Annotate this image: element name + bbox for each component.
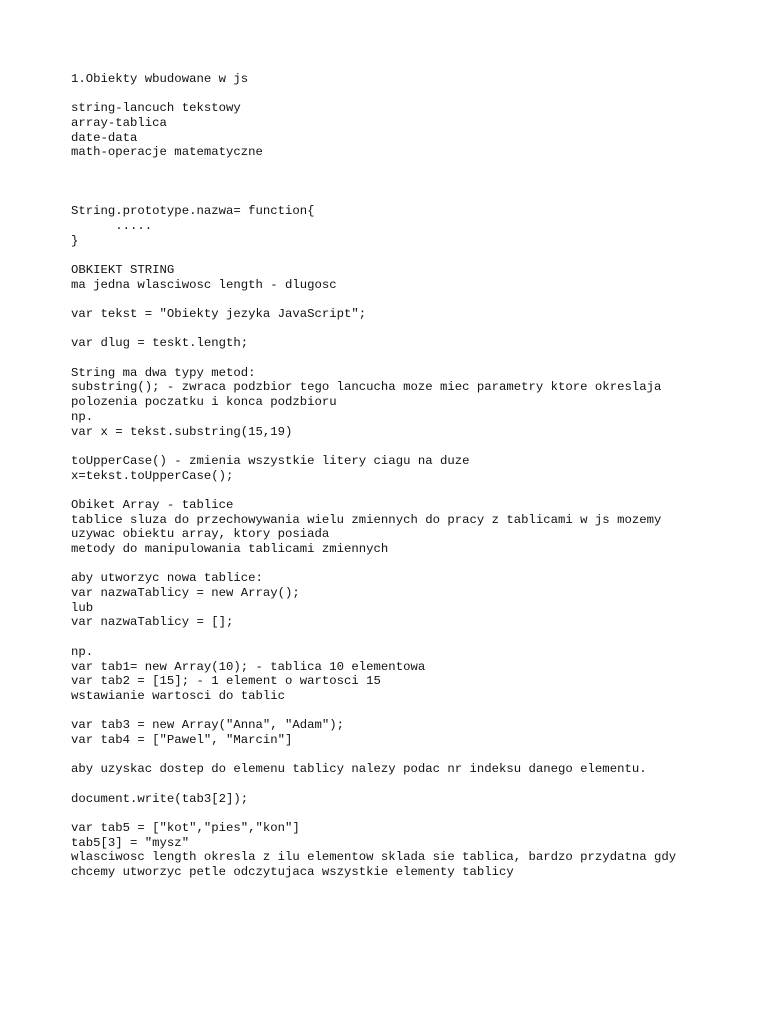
text-line: var tab4 = ["Pawel", "Marcin"]	[71, 732, 293, 747]
text-line: string-lancuch tekstowy	[71, 101, 241, 116]
text-line: var tab3 = new Array("Anna", "Adam");	[71, 718, 345, 733]
blank-line	[71, 292, 751, 307]
text-line: array-tablica	[71, 116, 167, 131]
text-line: math-operacje matematyczne	[71, 145, 263, 160]
text-line: var tab2 = [15]; - 1 element o wartosci 15	[71, 674, 381, 689]
text-line: lub	[71, 600, 94, 615]
text-line: 1.Obiekty wbudowane w js	[71, 72, 249, 86]
blank-line	[71, 630, 751, 645]
text-line: aby utworzyc nowa tablice:	[71, 571, 263, 586]
text-line: var tab1= new Array(10); - tablica 10 elementowa	[71, 659, 426, 674]
text-line: var nazwaTablicy = new Array();	[71, 586, 300, 601]
blank-line	[71, 557, 751, 572]
blank-line	[71, 190, 751, 205]
blank-line	[71, 748, 751, 763]
text-line: ma jedna wlasciwosc length - dlugosc	[71, 277, 337, 292]
blank-line	[71, 704, 751, 719]
text-line: x=tekst.toUpperCase();	[71, 468, 234, 483]
text-line: chcemy utworzyc petle odczytujaca wszystkie elementy tablicy	[71, 865, 514, 880]
text-line: toUpperCase() - zmienia wszystkie litery ciagu na duze	[71, 453, 470, 468]
blank-line	[71, 87, 751, 102]
blank-line	[71, 175, 751, 190]
blank-line	[71, 777, 751, 792]
text-line: OBKIEKT STRING	[71, 262, 175, 277]
text-line: }	[71, 233, 79, 248]
text-line: tablice sluza do przechowywania wielu zmiennych do pracy z tablicami w js mozemy	[71, 512, 662, 527]
blank-line	[71, 322, 751, 337]
text-line: Obiket Array - tablice	[71, 497, 234, 512]
text-line: np.	[71, 409, 94, 424]
blank-line	[71, 439, 751, 454]
text-line: var nazwaTablicy = [];	[71, 615, 234, 630]
text-line: var tab5 = ["kot","pies","kon"]	[71, 821, 300, 836]
text-line: var tekst = "Obiekty jezyka JavaScript";	[71, 307, 367, 321]
text-line: var dlug = teskt.length;	[71, 336, 249, 351]
text-line: polozenia poczatku i konca podzbioru	[71, 395, 337, 410]
text-line: var x = tekst.substring(15,19)	[71, 424, 293, 439]
text-line: wstawianie wartosci do tablic	[71, 688, 286, 703]
text-line: substring(); - zwraca podzbior tego lancucha moze miec parametry ktore okreslaja	[71, 380, 662, 395]
text-line: metody do manipulowania tablicami zmiennych	[71, 542, 389, 556]
blank-line	[71, 160, 751, 175]
blank-line	[71, 483, 751, 498]
text-line: String ma dwa typy metod:	[71, 365, 256, 380]
text-line: tab5[3] = "mysz"	[71, 835, 190, 850]
blank-line	[71, 248, 751, 263]
text-line: wlasciwosc length okresla z ilu elementow sklada sie tablica, bardzo przydatna gdy	[71, 850, 677, 865]
text-line: .....	[71, 218, 153, 233]
blank-line	[71, 351, 751, 366]
text-line: np.	[71, 644, 94, 659]
blank-line	[71, 806, 751, 821]
text-line: aby uzyskac dostep do elemenu tablicy nalezy podac nr indeksu danego elementu.	[71, 762, 647, 777]
text-line: document.write(tab3[2]);	[71, 791, 249, 806]
text-line: uzywac obiektu array, ktory posiada	[71, 527, 330, 542]
document-body	[71, 72, 751, 880]
text-line: date-data	[71, 130, 138, 145]
text-line: String.prototype.nazwa= function{	[71, 204, 315, 219]
